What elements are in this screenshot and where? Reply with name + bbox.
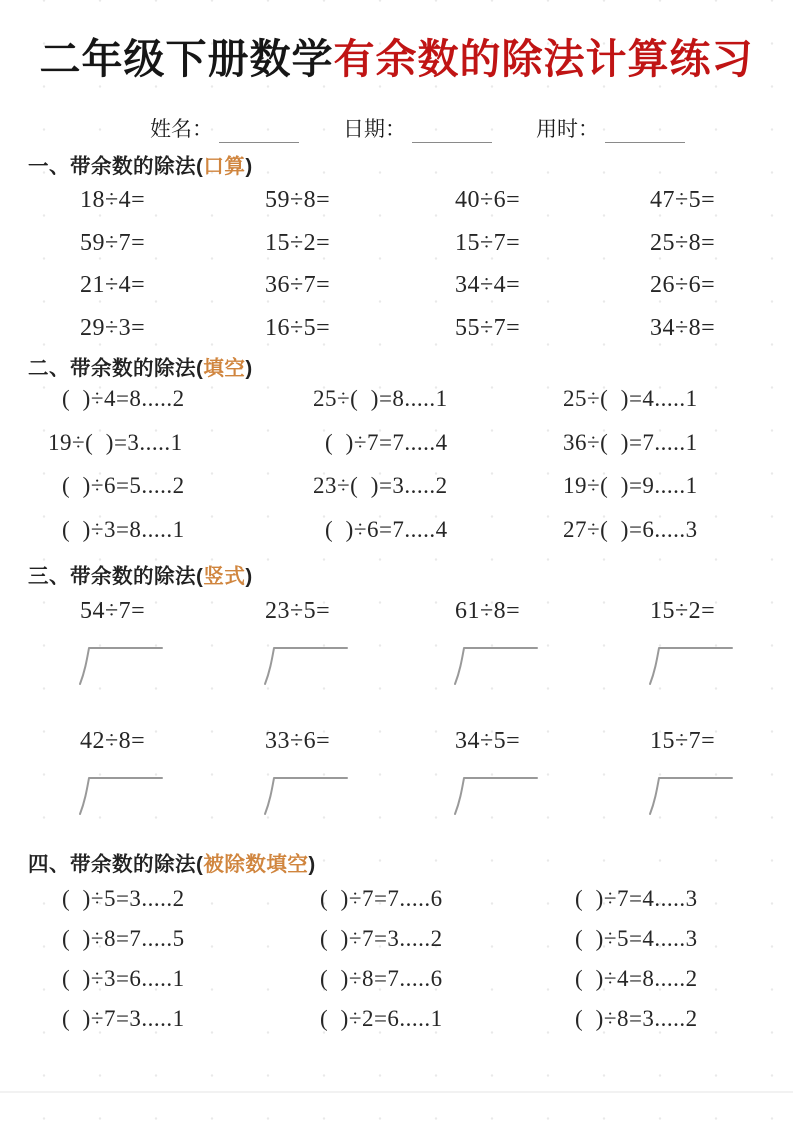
section3-problem-grid [80, 598, 793, 858]
long-division-bracket-icon [451, 645, 543, 687]
long-division-bracket-icon [261, 775, 353, 817]
problem: 19÷( )=9.....1 [563, 473, 698, 498]
problem: ( )÷5=3.....2 [62, 886, 185, 911]
problem: 15÷7= [455, 229, 521, 256]
problem: 59÷8= [265, 187, 331, 213]
section3-heading-suffix: ) [245, 565, 253, 588]
problem: ( )÷7=3.....1 [62, 1006, 185, 1031]
page-bottom-edge [0, 1091, 793, 1093]
header-fields [150, 113, 685, 143]
vertical-problem-cell [650, 598, 793, 728]
section3-heading-highlight: 竖式 [203, 565, 246, 588]
problem: 40÷6= [455, 187, 521, 213]
problem: ( )÷6=5.....2 [62, 473, 185, 498]
section4-heading-suffix: ) [308, 853, 316, 876]
problem: 55÷7= [455, 314, 521, 341]
problem: ( )÷7=7.....4 [325, 429, 448, 455]
problem: 61÷8= [455, 598, 521, 624]
problem: 25÷8= [650, 229, 716, 256]
section1-heading [28, 149, 253, 179]
long-division-bracket-icon [261, 645, 353, 687]
vertical-problem-cell [455, 598, 650, 728]
problem: 27÷( )=6.....3 [563, 516, 698, 542]
section4-heading-prefix: 四、带余数的除法( [28, 853, 204, 876]
date-field [343, 113, 492, 143]
problem: 15÷2= [650, 598, 716, 624]
problem: 47÷5= [650, 187, 716, 213]
section1-problem-grid [80, 187, 793, 357]
long-division-bracket-icon [451, 775, 543, 817]
name-label: 姓名： [150, 118, 213, 141]
vertical-problem-cell [80, 728, 265, 858]
name-field [150, 113, 299, 143]
problem: 18÷4= [80, 187, 146, 213]
vertical-problem-cell [265, 728, 455, 858]
problem: 23÷( )=3.....2 [313, 473, 448, 498]
page-title-red: 有余数的除法计算练习 [333, 36, 754, 82]
problem: 23÷5= [265, 598, 331, 624]
problem: ( )÷7=4.....3 [575, 886, 698, 911]
problem: ( )÷2=6.....1 [320, 1006, 443, 1031]
problem: 25÷( )=4.....1 [563, 386, 698, 411]
section3-heading-prefix: 三、带余数的除法( [28, 565, 204, 588]
problem: ( )÷4=8.....2 [62, 386, 185, 411]
page-title-black: 二年级下册数学 [39, 36, 334, 82]
problem: 16÷5= [265, 314, 331, 341]
date-blank-line [412, 122, 492, 143]
long-division-bracket-icon [646, 645, 738, 687]
problem: 34÷4= [455, 272, 521, 298]
name-blank-line [219, 122, 299, 143]
time-label: 用时： [536, 118, 599, 141]
problem: 15÷2= [265, 229, 331, 256]
problem: 15÷7= [650, 728, 716, 754]
problem: 54÷7= [80, 598, 146, 624]
problem: 42÷8= [80, 728, 146, 754]
problem: ( )÷3=6.....1 [62, 966, 185, 991]
problem: ( )÷8=3.....2 [575, 1006, 698, 1031]
vertical-problem-cell [650, 728, 793, 858]
problem: ( )÷8=7.....5 [62, 926, 185, 951]
section2-problem-grid [48, 386, 793, 560]
problem: ( )÷6=7.....4 [325, 516, 448, 542]
page-title [0, 26, 793, 85]
problem: 34÷5= [455, 728, 521, 754]
section1-heading-highlight: 口算 [203, 155, 246, 178]
time-blank-line [605, 122, 685, 143]
section4-heading [28, 847, 316, 877]
section1-heading-suffix: ) [245, 155, 253, 178]
section4-problem-grid [62, 886, 793, 1046]
problem: 29÷3= [80, 314, 146, 341]
problem: ( )÷3=8.....1 [62, 516, 185, 542]
problem: 36÷( )=7.....1 [563, 429, 698, 455]
problem: 36÷7= [265, 272, 331, 298]
problem: 19÷( )=3.....1 [48, 429, 183, 455]
problem: 34÷8= [650, 314, 716, 341]
problem: ( )÷7=3.....2 [320, 926, 443, 951]
long-division-bracket-icon [646, 775, 738, 817]
section1-heading-prefix: 一、带余数的除法( [28, 155, 204, 178]
problem: 59÷7= [80, 229, 146, 256]
date-label: 日期： [343, 118, 406, 141]
long-division-bracket-icon [76, 645, 168, 687]
vertical-problem-cell [455, 728, 650, 858]
section2-heading-highlight: 填空 [203, 357, 246, 380]
section2-heading-suffix: ) [245, 357, 253, 380]
time-field [536, 113, 685, 143]
section2-heading [28, 351, 253, 381]
vertical-problem-cell [265, 598, 455, 728]
problem: 21÷4= [80, 272, 146, 298]
long-division-bracket-icon [76, 775, 168, 817]
problem: 33÷6= [265, 728, 331, 754]
problem: ( )÷8=7.....6 [320, 966, 443, 991]
section3-heading [28, 559, 253, 589]
problem: 25÷( )=8.....1 [313, 386, 448, 411]
problem: ( )÷5=4.....3 [575, 926, 698, 951]
vertical-problem-cell [80, 598, 265, 728]
problem: ( )÷7=7.....6 [320, 886, 443, 911]
section2-heading-prefix: 二、带余数的除法( [28, 357, 204, 380]
section4-heading-highlight: 被除数填空 [203, 853, 309, 876]
problem: ( )÷4=8.....2 [575, 966, 698, 991]
problem: 26÷6= [650, 272, 716, 298]
